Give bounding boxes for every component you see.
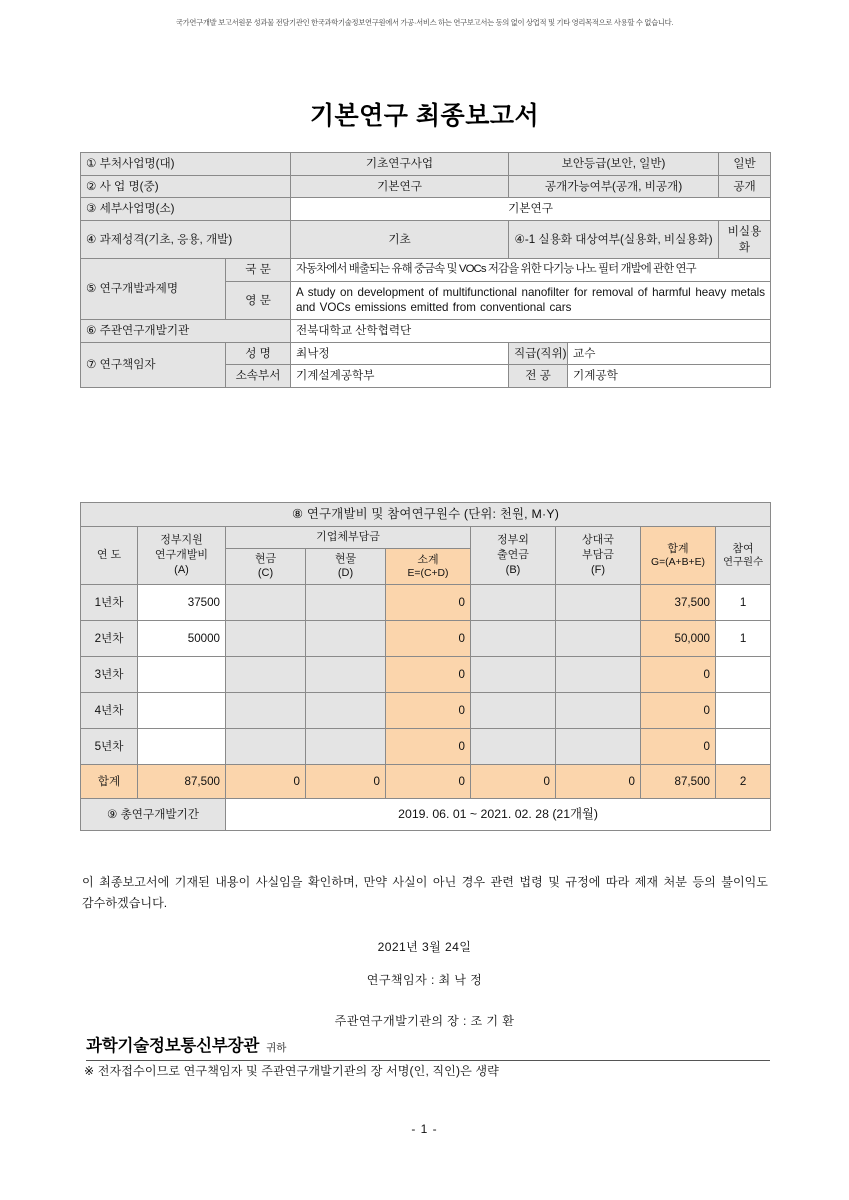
cell-year: 2년차 (81, 621, 138, 657)
table-row-period (81, 799, 771, 831)
value-leader-department: 기계설계공학부 (291, 365, 509, 388)
header-total-line2: G=(A+B+E) (651, 557, 705, 569)
project-info-table (80, 152, 771, 388)
signature-institution-head: 주관연구개발기관의 장 : 조 기 환 (334, 1014, 515, 1028)
header-partner-line3: (F) (590, 563, 606, 576)
cell-total-grand: 87,500 (641, 765, 716, 799)
header-partner-line1: 상대국 (582, 534, 614, 547)
label-leader-name: 성 명 (226, 342, 291, 365)
value-title-english: A study on development of multifunctional nanofilter for removal of harmful heavy metals and VOCs emissions emitted from conventional cars (291, 281, 771, 319)
page-title: 기본연구 최종보고서 (309, 102, 540, 130)
cell-total-year: 합계 (81, 765, 138, 799)
value-ministry-program: 기초연구사업 (291, 153, 509, 176)
label-host-institution: ⑥ 주관연구개발기관 (81, 320, 291, 343)
label-research-period: ⑨ 총연구개발기간 (81, 799, 226, 831)
budget-header-row-1 (81, 526, 771, 548)
cell-gov-support (138, 693, 226, 729)
header-gov-support-line2: 연구개발비 (154, 549, 209, 562)
cell-cash (226, 621, 306, 657)
cell-inkind (306, 729, 386, 765)
cell-total-nongov: 0 (471, 765, 556, 799)
electronic-submission-note: ※ 전자접수이므로 연구책임자 및 주관연구개발기관의 장 서명(인, 직인)은 생략 (84, 1064, 499, 1078)
header-subtotal-line1: 소계 (417, 553, 439, 566)
cell-subtotal: 0 (386, 585, 471, 621)
cell-gov-support (138, 657, 226, 693)
cell-researchers (716, 657, 771, 693)
value-leader-name: 최낙정 (291, 342, 509, 365)
header-cash-line1: 현금 (254, 552, 277, 565)
cell-inkind (306, 621, 386, 657)
cell-total: 0 (641, 693, 716, 729)
cell-subtotal: 0 (386, 657, 471, 693)
label-ministry-program: ① 부처사업명(대) (81, 153, 291, 176)
header-cash-line2: (C) (257, 567, 274, 580)
cell-nongov (471, 657, 556, 693)
cell-gov-support: 37500 (138, 585, 226, 621)
label-sub-program: ③ 세부사업명(소) (81, 198, 291, 221)
minister-addressee (86, 1032, 770, 1061)
budget-section-title-row (81, 503, 771, 527)
cell-partner (556, 585, 641, 621)
value-title-korean: 자동차에서 배출되는 유해 중금속 및 VOCs 저감을 위한 다기능 나노 필터 개발에 관한 연구 (291, 259, 771, 282)
header-partner-country (556, 526, 641, 585)
cell-total-partner: 0 (556, 765, 641, 799)
table-row (81, 621, 771, 657)
header-cash (226, 548, 306, 585)
cell-subtotal: 0 (386, 729, 471, 765)
signature-date: 2021년 3월 24일 (377, 940, 472, 954)
header-inkind-line2: (D) (337, 567, 354, 580)
value-disclosure: 공개 (719, 175, 771, 198)
cell-cash (226, 657, 306, 693)
cell-inkind (306, 693, 386, 729)
header-gov-support-line1: 정부지원 (160, 534, 203, 547)
cell-year: 5년차 (81, 729, 138, 765)
value-project-type: 기초 (291, 220, 509, 258)
value-sub-program: 기본연구 (291, 198, 771, 221)
label-leader-department: 소속부서 (226, 365, 291, 388)
cell-total-inkind: 0 (306, 765, 386, 799)
table-row (81, 585, 771, 621)
cell-total: 0 (641, 729, 716, 765)
cell-total: 37,500 (641, 585, 716, 621)
label-title-korean: 국 문 (226, 259, 291, 282)
label-commercialization: ④-1 실용화 대상여부(실용화, 비실용화) (509, 220, 719, 258)
header-year: 연 도 (81, 526, 138, 585)
label-program-name: ② 사 업 명(중) (81, 175, 291, 198)
table-row-project-type (81, 220, 771, 258)
budget-section-title: ⑧ 연구개발비 및 참여연구원수 (단위: 천원, M·Y) (81, 503, 771, 527)
label-project-leader: ⑦ 연구책임자 (81, 342, 226, 387)
header-gov-support-line3: (A) (174, 563, 189, 576)
cell-inkind (306, 657, 386, 693)
budget-table (80, 502, 771, 831)
cell-total-gov-support: 87,500 (138, 765, 226, 799)
cell-total-cash: 0 (226, 765, 306, 799)
value-program-name: 기본연구 (291, 175, 509, 198)
table-row-program-name (81, 175, 771, 198)
header-researchers-line1: 참여 (732, 542, 754, 555)
table-row (81, 729, 771, 765)
cell-partner (556, 621, 641, 657)
cell-partner (556, 693, 641, 729)
table-row-total (81, 765, 771, 799)
cell-year: 3년차 (81, 657, 138, 693)
cell-total: 50,000 (641, 621, 716, 657)
value-leader-position: 교수 (568, 342, 771, 365)
copyright-notice: 국가연구개발 보고서원문 성과물 전담기관인 한국과학기술정보연구원에서 가공·서비스 하는 연구보고서는 동의 없이 상업적 및 기타 영리목적으로 사용할 수 없습니다. (175, 18, 674, 27)
label-title-english: 영 문 (226, 281, 291, 319)
label-leader-position: 직급(직위) (509, 342, 568, 365)
cell-cash (226, 693, 306, 729)
table-row-ministry-program (81, 153, 771, 176)
header-inkind-line1: 현물 (334, 552, 357, 565)
header-gov-support (138, 526, 226, 585)
minister-honorific: 귀하 (266, 1042, 287, 1054)
label-project-title: ⑤ 연구개발과제명 (81, 259, 226, 320)
page-number: - 1 - (411, 1122, 438, 1136)
cell-nongov (471, 693, 556, 729)
cell-gov-support: 50000 (138, 621, 226, 657)
cell-researchers: 1 (716, 621, 771, 657)
header-subtotal-line2: E=(C+D) (407, 568, 449, 580)
table-row (81, 693, 771, 729)
signature-project-leader: 연구책임자 : 최 낙 정 (366, 973, 483, 987)
table-row (81, 657, 771, 693)
header-partner-line2: 부담금 (582, 549, 614, 562)
table-row-project-title-kor (81, 259, 771, 282)
cell-subtotal: 0 (386, 693, 471, 729)
cell-researchers (716, 693, 771, 729)
label-security-grade: 보안등급(보안, 일반) (509, 153, 719, 176)
cell-researchers: 1 (716, 585, 771, 621)
table-row-host-institution (81, 320, 771, 343)
header-nongov-fund (471, 526, 556, 585)
cell-partner (556, 657, 641, 693)
header-grand-total (641, 526, 716, 585)
header-subtotal (386, 548, 471, 585)
cell-gov-support (138, 729, 226, 765)
header-nongov-line2: 출연금 (497, 549, 529, 562)
header-nongov-line1: 정부외 (497, 534, 529, 547)
minister-title: 과학기술정보통신부장관 (86, 1037, 260, 1055)
value-commercialization: 비실용화 (719, 220, 771, 258)
value-research-period: 2019. 06. 01 ~ 2021. 02. 28 (21개월) (226, 799, 771, 831)
cell-nongov (471, 621, 556, 657)
header-total-line1: 합계 (667, 542, 689, 555)
header-company-contribution: 기업체부담금 (226, 526, 471, 548)
cell-cash (226, 585, 306, 621)
value-leader-major: 기계공학 (568, 365, 771, 388)
value-security-grade: 일반 (719, 153, 771, 176)
confirmation-statement: 이 최종보고서에 기재된 내용이 사실임을 확인하며, 만약 사실이 아닌 경우 관련 법령 및 규정에 따라 제재 처분 등의 불이익도 감수하겠습니다. (82, 875, 768, 910)
header-nongov-line3: (B) (505, 563, 521, 576)
cell-cash (226, 729, 306, 765)
cell-nongov (471, 729, 556, 765)
cell-year: 1년차 (81, 585, 138, 621)
cell-researchers (716, 729, 771, 765)
table-row-leader-name (81, 342, 771, 365)
cell-year: 4년차 (81, 693, 138, 729)
header-researcher-count (716, 526, 771, 585)
cell-total-researchers: 2 (716, 765, 771, 799)
cell-nongov (471, 585, 556, 621)
cell-subtotal: 0 (386, 621, 471, 657)
label-leader-major: 전 공 (509, 365, 568, 388)
cell-inkind (306, 585, 386, 621)
value-host-institution: 전북대학교 산학협력단 (291, 320, 771, 343)
table-row-sub-program (81, 198, 771, 221)
label-disclosure: 공개가능여부(공개, 비공개) (509, 175, 719, 198)
header-inkind (306, 548, 386, 585)
label-project-type: ④ 과제성격(기초, 응용, 개발) (81, 220, 291, 258)
cell-total-subtotal: 0 (386, 765, 471, 799)
header-researchers-line2: 연구원수 (722, 557, 764, 569)
cell-total: 0 (641, 657, 716, 693)
cell-partner (556, 729, 641, 765)
